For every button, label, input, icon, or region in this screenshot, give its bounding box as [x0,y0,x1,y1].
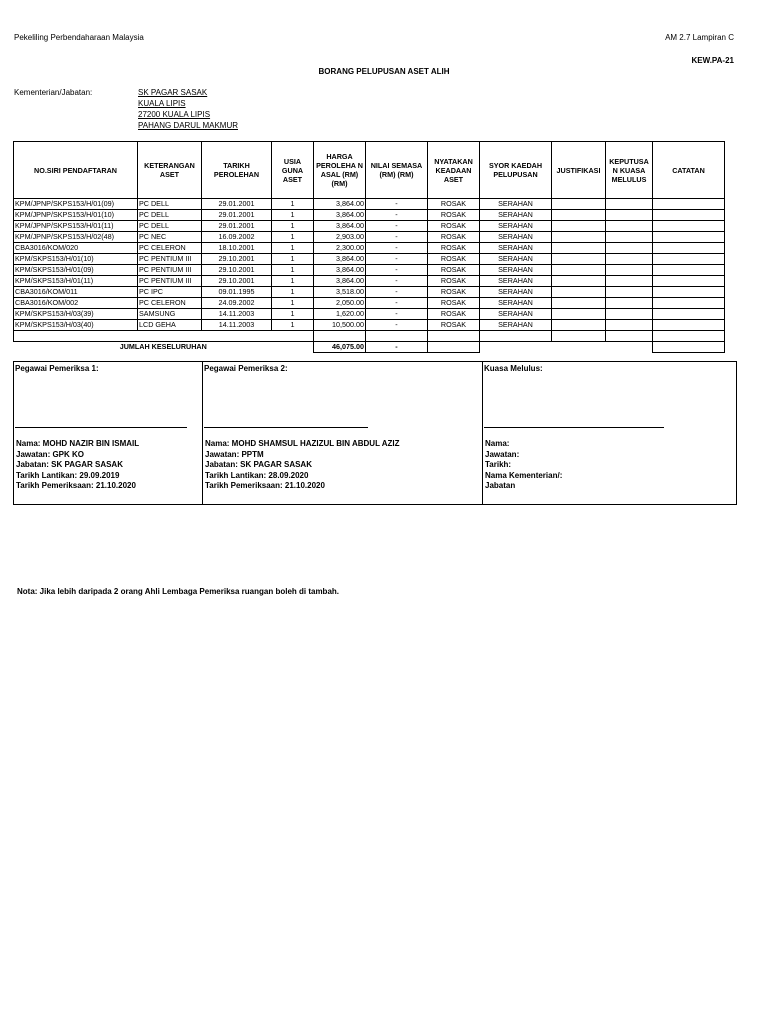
justification-cell [552,243,606,254]
usage-age-cell: 1 [272,287,314,298]
serial-number-cell: KPM/SKPS153/H/01(10) [14,254,138,265]
examiner2-details [205,439,400,492]
examiner1-jawatan: Jawatan: GPK KO [16,449,85,459]
header-no-siri: NO.SIRI PENDAFTARAN [14,142,138,199]
examiner2-jabatan: Jabatan: SK PAGAR SASAK [205,460,312,469]
approver-nama: Nama: [485,439,510,448]
usage-age-cell: 1 [272,210,314,221]
approval-decision-cell [606,309,653,320]
empty-cell [552,331,606,342]
examiner1-signature-line [15,427,187,428]
usage-age-cell: 1 [272,309,314,320]
approval-decision-cell [606,210,653,221]
justification-cell [552,265,606,276]
disposal-method-cell: SERAHAN [480,287,552,298]
condition-cell: ROSAK [428,221,480,232]
serial-number-cell: KPM/JPNP/SKPS153/H/01(09) [14,199,138,210]
approver-jawatan: Jawatan: [485,449,520,459]
justification-cell [552,210,606,221]
condition-cell: ROSAK [428,199,480,210]
serial-number-cell: KPM/SKPS153/H/03(39) [14,309,138,320]
form-code: KEW.PA-21 [691,56,734,65]
empty-cell [138,331,202,342]
acquisition-date-cell: 16.09.2002 [202,232,272,243]
disposal-method-cell: SERAHAN [480,243,552,254]
total-label: JUMLAH KESELURUHAN [119,342,207,352]
header-right: AM 2.7 Lampiran C [665,33,734,42]
acquisition-date-cell: 29.10.2001 [202,265,272,276]
examiner1-nama: Nama: MOHD NAZIR BIN ISMAIL [16,439,140,448]
current-value-cell: - [366,298,428,309]
total-current-value: - [366,342,428,353]
current-value-cell: - [366,254,428,265]
signature-divider-2 [482,362,483,504]
approval-decision-cell [606,221,653,232]
approval-decision-cell [606,265,653,276]
remarks-cell [653,232,725,243]
examiner2-pemeriksaan: Tarikh Pemeriksaan: 21.10.2020 [205,481,325,490]
justification-cell [552,254,606,265]
original-price-cell: 3,864.00 [314,254,366,265]
approval-decision-cell [606,243,653,254]
approver-title: Kuasa Melulus: [484,364,543,373]
disposal-method-cell: SERAHAN [480,254,552,265]
description-cell: PC DELL [138,210,202,221]
condition-cell: ROSAK [428,320,480,331]
condition-cell: ROSAK [428,309,480,320]
empty-cell [428,331,480,342]
remarks-cell [653,320,725,331]
usage-age-cell: 1 [272,276,314,287]
examiner2-signature-line [204,427,368,428]
header-keterangan: KETERANGAN ASET [138,142,202,199]
table-header-row [14,142,725,199]
approval-decision-cell [606,199,653,210]
empty-cell [202,331,272,342]
current-value-cell: - [366,199,428,210]
approver-tarikh: Tarikh: [485,460,512,469]
condition-cell: ROSAK [428,265,480,276]
approver-details [485,439,562,492]
remarks-cell [653,199,725,210]
disposal-method-cell: SERAHAN [480,232,552,243]
usage-age-cell: 1 [272,320,314,331]
table-row-blank [14,331,725,342]
serial-number-cell: CBA3016/KOM/020 [14,243,138,254]
condition-cell: ROSAK [428,210,480,221]
approver-jabatan: Jabatan [485,481,516,490]
acquisition-date-cell: 29.10.2001 [202,276,272,287]
current-value-cell: - [366,265,428,276]
condition-cell: ROSAK [428,254,480,265]
table-row [14,320,725,331]
original-price-cell: 2,300.00 [314,243,366,254]
acquisition-date-cell: 24.09.2002 [202,298,272,309]
original-price-cell: 3,864.00 [314,221,366,232]
original-price-cell: 3,864.00 [314,276,366,287]
description-cell: PC DELL [138,221,202,232]
approver-kementerian: Nama Kementerian/: [485,470,563,480]
examiner1-title: Pegawai Pemeriksa 1: [15,364,99,373]
table-row [14,276,725,287]
address-line-4: PAHANG DARUL MAKMUR [138,121,239,130]
serial-number-cell: KPM/JPNP/SKPS153/H/01(10) [14,210,138,221]
address-line-1: SK PAGAR SASAK [138,88,208,97]
current-value-cell: - [366,287,428,298]
approval-decision-cell [606,320,653,331]
signature-section [13,361,737,505]
empty-cell [272,331,314,342]
table-row [14,298,725,309]
header-keputusan: KEPUTUSA N KUASA MELULUS [606,142,653,199]
acquisition-date-cell: 29.01.2001 [202,221,272,232]
condition-cell: ROSAK [428,232,480,243]
total-original-price: 46,075.00 [314,342,366,353]
remarks-cell [653,276,725,287]
original-price-cell: 3,518.00 [314,287,366,298]
description-cell: PC NEC [138,232,202,243]
approval-decision-cell [606,276,653,287]
current-value-cell: - [366,221,428,232]
examiner1-jabatan: Jabatan: SK PAGAR SASAK [16,460,123,469]
justification-cell [552,199,606,210]
remarks-cell [653,265,725,276]
remarks-cell [653,221,725,232]
usage-age-cell: 1 [272,221,314,232]
approval-decision-cell [606,287,653,298]
examiner1-pemeriksaan: Tarikh Pemeriksaan: 21.10.2020 [16,481,136,490]
approval-decision-cell [606,232,653,243]
address-line-2: KUALA LIPIS [138,99,186,108]
current-value-cell: - [366,243,428,254]
examiner2-title: Pegawai Pemeriksa 2: [204,364,288,373]
remarks-cell [653,210,725,221]
serial-number-cell: KPM/SKPS153/H/01(09) [14,265,138,276]
table-row [14,254,725,265]
remarks-cell [653,254,725,265]
original-price-cell: 3,864.00 [314,265,366,276]
usage-age-cell: 1 [272,265,314,276]
condition-cell: ROSAK [428,287,480,298]
remarks-cell [653,309,725,320]
disposal-method-cell: SERAHAN [480,309,552,320]
acquisition-date-cell: 14.11.2003 [202,309,272,320]
justification-cell [552,320,606,331]
empty-cell [14,331,138,342]
table-row [14,243,725,254]
empty-cell [314,331,366,342]
empty-cell [480,342,552,353]
total-condition-cell [428,342,480,353]
original-price-cell: 3,864.00 [314,199,366,210]
table-row [14,309,725,320]
approval-decision-cell [606,254,653,265]
justification-cell [552,309,606,320]
condition-cell: ROSAK [428,298,480,309]
disposal-method-cell: SERAHAN [480,320,552,331]
table-row [14,199,725,210]
current-value-cell: - [366,232,428,243]
header-justifikasi: JUSTIFIKASI [552,142,606,199]
condition-cell: ROSAK [428,276,480,287]
serial-number-cell: CBA3016/KOM/002 [14,298,138,309]
description-cell: PC PENTIUM III [138,265,202,276]
header-harga: HARGA PEROLEHA N ASAL (RM) (RM) [314,142,366,199]
remarks-cell [653,243,725,254]
serial-number-cell: KPM/SKPS153/H/01(11) [14,276,138,287]
footnote: Nota: Jika lebih daripada 2 orang Ahli Lembaga Pemeriksa ruangan boleh di tambah. [17,587,340,596]
examiner1-details [16,439,139,492]
condition-cell: ROSAK [428,243,480,254]
table-row [14,232,725,243]
original-price-cell: 1,620.00 [314,309,366,320]
examiner1-lantikan: Tarikh Lantikan: 29.09.2019 [16,470,120,480]
description-cell: PC DELL [138,199,202,210]
usage-age-cell: 1 [272,243,314,254]
current-value-cell: - [366,210,428,221]
usage-age-cell: 1 [272,199,314,210]
current-value-cell: - [366,276,428,287]
acquisition-date-cell: 29.10.2001 [202,254,272,265]
approval-decision-cell [606,298,653,309]
remarks-cell [653,287,725,298]
header-tarikh: TARIKH PEROLEHAN [202,142,272,199]
justification-cell [552,287,606,298]
table-total-row [14,342,725,353]
examiner2-lantikan: Tarikh Lantikan: 28.09.2020 [205,470,309,480]
address-line-3: 27200 KUALA LIPIS [138,110,211,119]
acquisition-date-cell: 29.01.2001 [202,210,272,221]
justification-cell [552,276,606,287]
header-nilai: NILAI SEMASA (RM) (RM) [366,142,428,199]
current-value-cell: - [366,320,428,331]
acquisition-date-cell: 29.01.2001 [202,199,272,210]
approver-signature-line [484,427,664,428]
original-price-cell: 3,864.00 [314,210,366,221]
original-price-cell: 2,050.00 [314,298,366,309]
disposal-method-cell: SERAHAN [480,276,552,287]
total-remarks-cell [653,342,725,353]
examiner2-nama: Nama: MOHD SHAMSUL HAZIZUL BIN ABDUL AZIZ [205,439,400,448]
description-cell: LCD GEHA [138,320,202,331]
empty-cell [552,342,606,353]
serial-number-cell: KPM/SKPS153/H/03(40) [14,320,138,331]
justification-cell [552,298,606,309]
usage-age-cell: 1 [272,232,314,243]
serial-number-cell: CBA3016/KOM/011 [14,287,138,298]
disposal-method-cell: SERAHAN [480,265,552,276]
original-price-cell: 10,500.00 [314,320,366,331]
description-cell: PC PENTIUM III [138,276,202,287]
header-syor: SYOR KAEDAH PELUPUSAN [480,142,552,199]
original-price-cell: 2,903.00 [314,232,366,243]
justification-cell [552,221,606,232]
acquisition-date-cell: 18.10.2001 [202,243,272,254]
acquisition-date-cell: 09.01.1995 [202,287,272,298]
remarks-cell [653,298,725,309]
table-row [14,287,725,298]
examiner2-jawatan: Jawatan: PPTM [205,449,264,459]
serial-number-cell: KPM/JPNP/SKPS153/H/02(48) [14,232,138,243]
description-cell: PC CELERON [138,243,202,254]
asset-table [13,141,725,353]
acquisition-date-cell: 14.11.2003 [202,320,272,331]
disposal-method-cell: SERAHAN [480,210,552,221]
serial-number-cell: KPM/JPNP/SKPS153/H/01(11) [14,221,138,232]
disposal-method-cell: SERAHAN [480,199,552,210]
header-left: Pekeliling Perbendaharaan Malaysia [14,33,144,42]
description-cell: SAMSUNG [138,309,202,320]
current-value-cell: - [366,309,428,320]
justification-cell [552,232,606,243]
table-row [14,221,725,232]
empty-cell [606,342,653,353]
empty-cell [480,331,552,342]
description-cell: PC IPC [138,287,202,298]
header-catatan: CATATAN [653,142,725,199]
description-cell: PC PENTIUM III [138,254,202,265]
header-usia: USIA GUNA ASET [272,142,314,199]
empty-cell [653,331,725,342]
description-cell: PC CELERON [138,298,202,309]
empty-cell [366,331,428,342]
header-keadaan: NYATAKAN KEADAAN ASET [428,142,480,199]
signature-divider-1 [202,362,203,504]
disposal-method-cell: SERAHAN [480,298,552,309]
form-title: BORANG PELUPUSAN ASET ALIH [318,67,450,76]
disposal-method-cell: SERAHAN [480,221,552,232]
usage-age-cell: 1 [272,298,314,309]
table-row [14,210,725,221]
empty-cell [606,331,653,342]
usage-age-cell: 1 [272,254,314,265]
table-row [14,265,725,276]
ministry-label: Kementerian/Jabatan: [14,88,93,97]
